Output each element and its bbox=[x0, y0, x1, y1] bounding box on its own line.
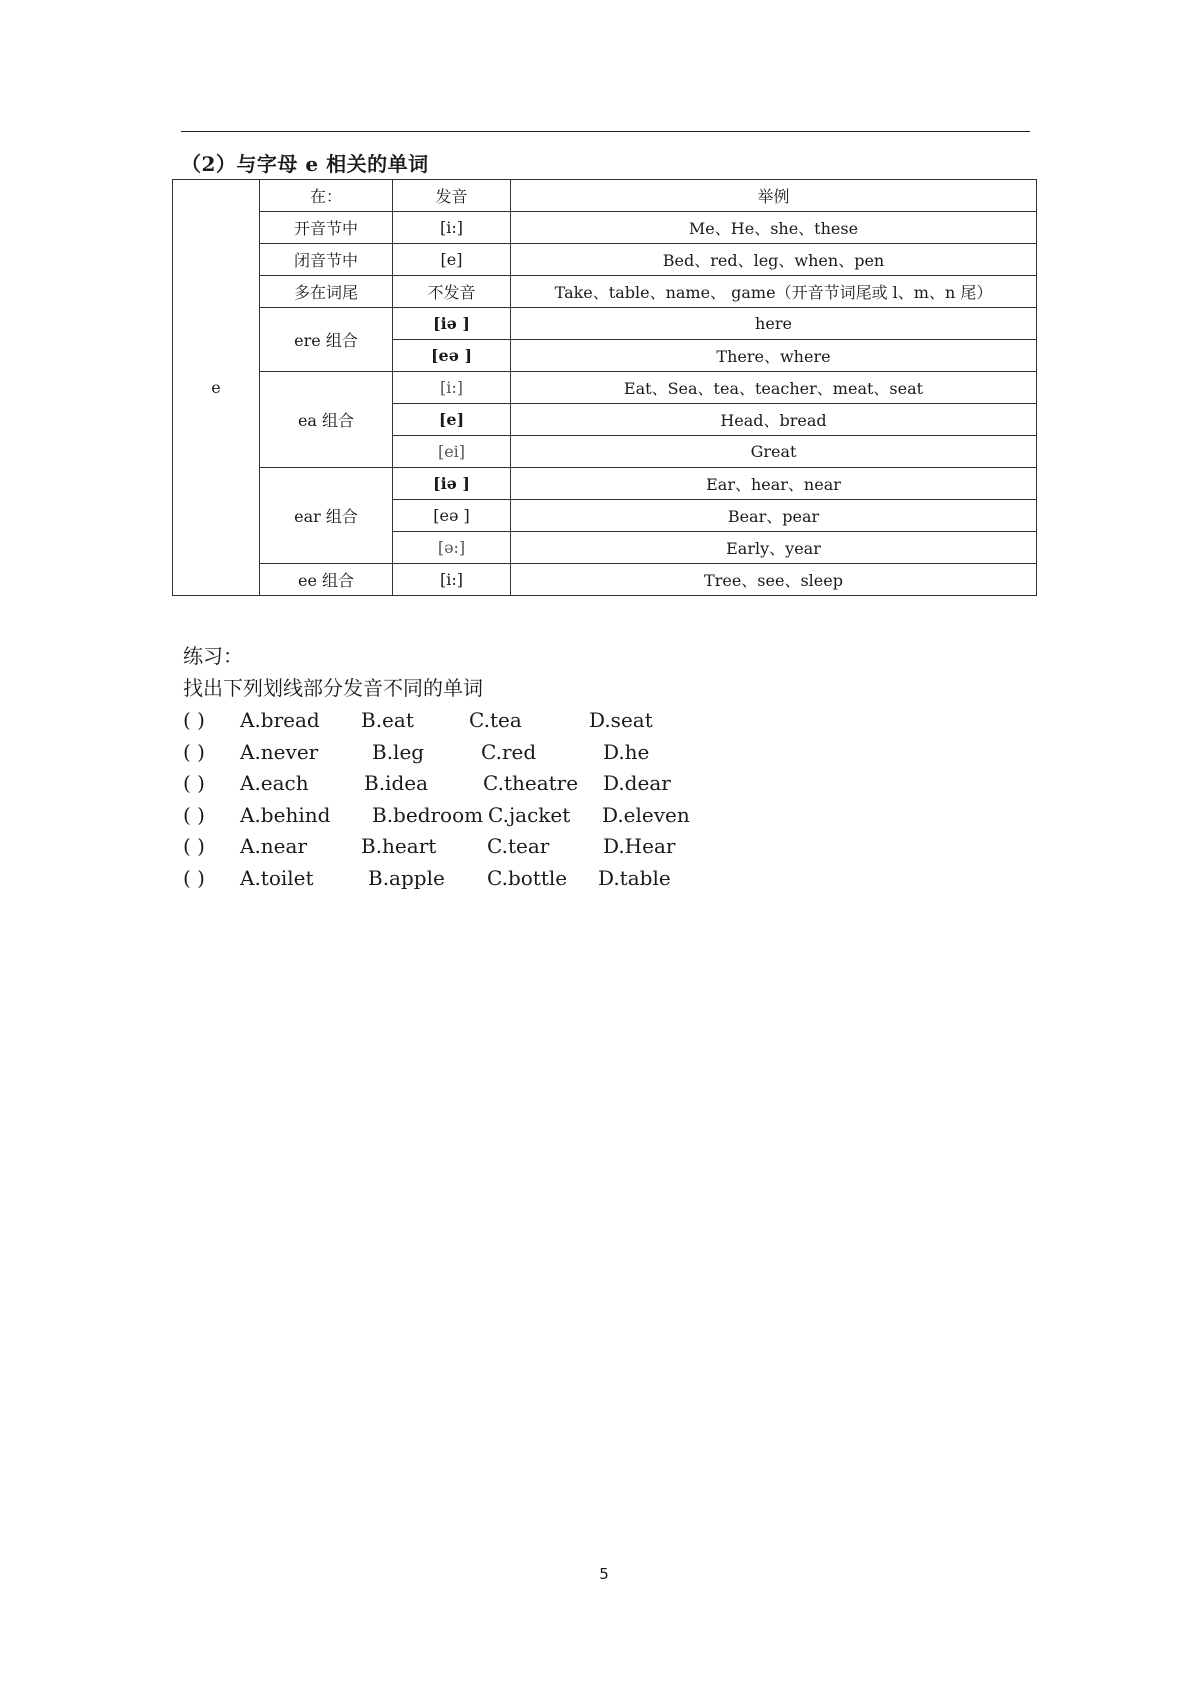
option-d: D.Hear bbox=[603, 834, 676, 859]
position-cell: ee 组合 bbox=[260, 564, 393, 596]
sound-cell: [i:] bbox=[393, 372, 511, 404]
answer-blank[interactable]: ( ) bbox=[183, 834, 205, 859]
position-cell: 多在词尾 bbox=[260, 276, 393, 308]
table-row bbox=[173, 244, 1037, 276]
option-c: C.tear bbox=[487, 834, 550, 859]
question-row bbox=[183, 862, 671, 894]
sound-cell: [iə ] bbox=[393, 468, 511, 500]
position-cell: 开音节中 bbox=[260, 212, 393, 244]
page-number: 5 bbox=[599, 1565, 609, 1583]
sound-cell: [i:] bbox=[393, 212, 511, 244]
question-row bbox=[183, 767, 671, 799]
option-c: C.bottle bbox=[487, 865, 568, 890]
practice-heading: 练习： bbox=[183, 644, 243, 668]
option-c: C.red bbox=[481, 739, 537, 764]
question-row bbox=[183, 799, 690, 831]
table-row bbox=[173, 372, 1037, 404]
sound-cell: [e] bbox=[393, 404, 511, 436]
option-c: C.theatre bbox=[483, 771, 579, 796]
option-a: A.toilet bbox=[240, 865, 314, 890]
examples-cell: Head、bread bbox=[511, 404, 1037, 436]
table-row bbox=[173, 308, 1037, 340]
sound-cell: [eə ] bbox=[393, 500, 511, 532]
sound-cell: [eə ] bbox=[393, 340, 511, 372]
sound-cell: 不发音 bbox=[393, 276, 511, 308]
option-d: D.seat bbox=[589, 708, 653, 732]
sound-cell: [ə:] bbox=[393, 532, 511, 564]
pronunciation-table bbox=[172, 179, 1037, 596]
option-b: B.bedroom bbox=[372, 802, 484, 827]
answer-blank[interactable]: ( ) bbox=[183, 865, 205, 890]
header-examples: 举例 bbox=[511, 180, 1037, 212]
position-cell: 闭音节中 bbox=[260, 244, 393, 276]
option-b: B.heart bbox=[361, 834, 437, 859]
option-a: A.bread bbox=[240, 708, 320, 732]
option-a: A.never bbox=[240, 739, 319, 764]
examples-cell: Great bbox=[511, 436, 1037, 468]
table-row bbox=[173, 564, 1037, 596]
answer-blank[interactable]: ( ) bbox=[183, 739, 205, 764]
option-a: A.each bbox=[240, 771, 309, 796]
examples-cell: Take、table、name、 game（开音节词尾或 l、m、n 尾） bbox=[511, 276, 1037, 308]
answer-blank[interactable]: ( ) bbox=[183, 802, 205, 827]
question-list bbox=[183, 704, 690, 894]
option-b: B.idea bbox=[364, 771, 429, 796]
position-cell: ere 组合 bbox=[260, 308, 393, 372]
practice-instruction: 找出下列划线部分发音不同的单词 bbox=[183, 676, 483, 700]
examples-cell: Ear、hear、near bbox=[511, 468, 1037, 500]
question-row bbox=[183, 830, 676, 862]
examples-cell: Eat、Sea、tea、teacher、meat、seat bbox=[511, 372, 1037, 404]
sound-cell: [e] bbox=[393, 244, 511, 276]
position-cell: ear 组合 bbox=[260, 468, 393, 564]
question-row bbox=[183, 736, 650, 768]
examples-cell: Bed、red、leg、when、pen bbox=[511, 244, 1037, 276]
section-title: （2）与字母 e 相关的单词 bbox=[181, 152, 429, 176]
header-rule bbox=[181, 131, 1030, 132]
sound-cell: [i:] bbox=[393, 564, 511, 596]
sound-cell: [ei] bbox=[393, 436, 511, 468]
table-row bbox=[173, 276, 1037, 308]
sound-cell: [iə ] bbox=[393, 308, 511, 340]
option-d: D.eleven bbox=[602, 802, 690, 827]
examples-cell: Early、year bbox=[511, 532, 1037, 564]
header-position: 在： bbox=[260, 180, 393, 212]
option-d: D.he bbox=[603, 739, 650, 764]
header-sound: 发音 bbox=[393, 180, 511, 212]
answer-blank[interactable]: ( ) bbox=[183, 771, 205, 796]
practice-section bbox=[183, 640, 690, 894]
option-b: B.apple bbox=[368, 865, 445, 890]
position-cell: ea 组合 bbox=[260, 372, 393, 468]
letter-cell: e bbox=[173, 180, 260, 596]
option-b: B.leg bbox=[372, 739, 425, 764]
option-c: C.jacket bbox=[488, 802, 571, 827]
examples-cell: Tree、see、sleep bbox=[511, 564, 1037, 596]
answer-blank[interactable]: ( ) bbox=[183, 708, 205, 732]
examples-cell: here bbox=[511, 308, 1037, 340]
question-row bbox=[183, 704, 653, 736]
option-d: D.dear bbox=[603, 771, 671, 796]
examples-cell: Bear、pear bbox=[511, 500, 1037, 532]
option-a: A.behind bbox=[240, 802, 331, 827]
option-c: C.tea bbox=[469, 708, 522, 732]
examples-cell: Me、He、she、these bbox=[511, 212, 1037, 244]
table-row bbox=[173, 212, 1037, 244]
option-a: A.near bbox=[240, 834, 308, 859]
option-b: B.eat bbox=[361, 708, 414, 732]
examples-cell: There、where bbox=[511, 340, 1037, 372]
table-row bbox=[173, 180, 1037, 212]
option-d: D.table bbox=[598, 865, 671, 890]
table-row bbox=[173, 468, 1037, 500]
